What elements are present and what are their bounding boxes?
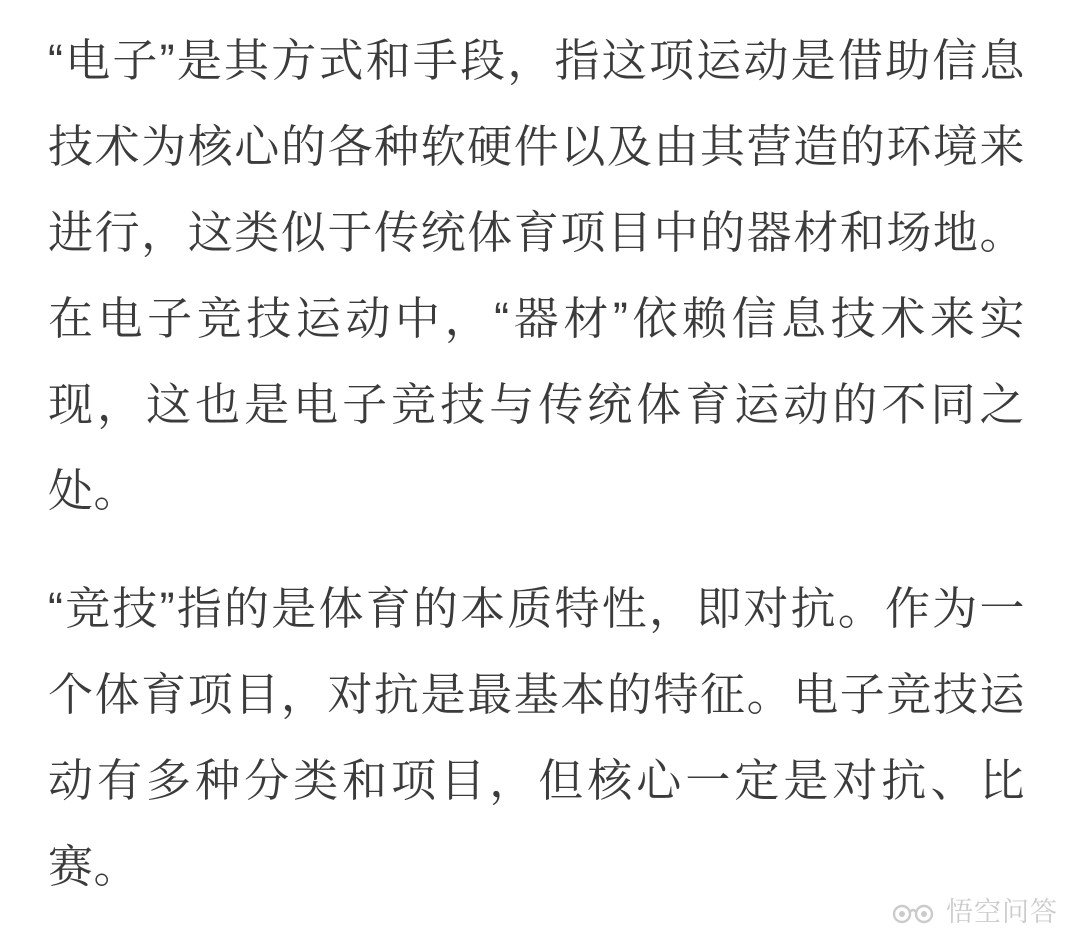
wukong-glasses-icon: [890, 900, 936, 926]
paragraph-1: “电子”是其方式和手段，指这项运动是借助信息技术为核心的各种软硬件以及由其营造的环境来进行，这类似于传统体育项目中的器材和场地。在电子竞技运动中，“器材”依赖信息技术来实现，这也是电子竞技与传统体育运动的不同之处。: [48, 35, 1025, 516]
paragraph-2: “竞技”指的是体育的本质特性，即对抗。作为一个体育项目，对抗是最基本的特征。电子竞技运动有多种分类和项目，但核心一定是对抗、比赛。: [48, 583, 1025, 892]
watermark-label: 悟空问答: [946, 897, 1058, 927]
watermark: [890, 899, 1058, 926]
